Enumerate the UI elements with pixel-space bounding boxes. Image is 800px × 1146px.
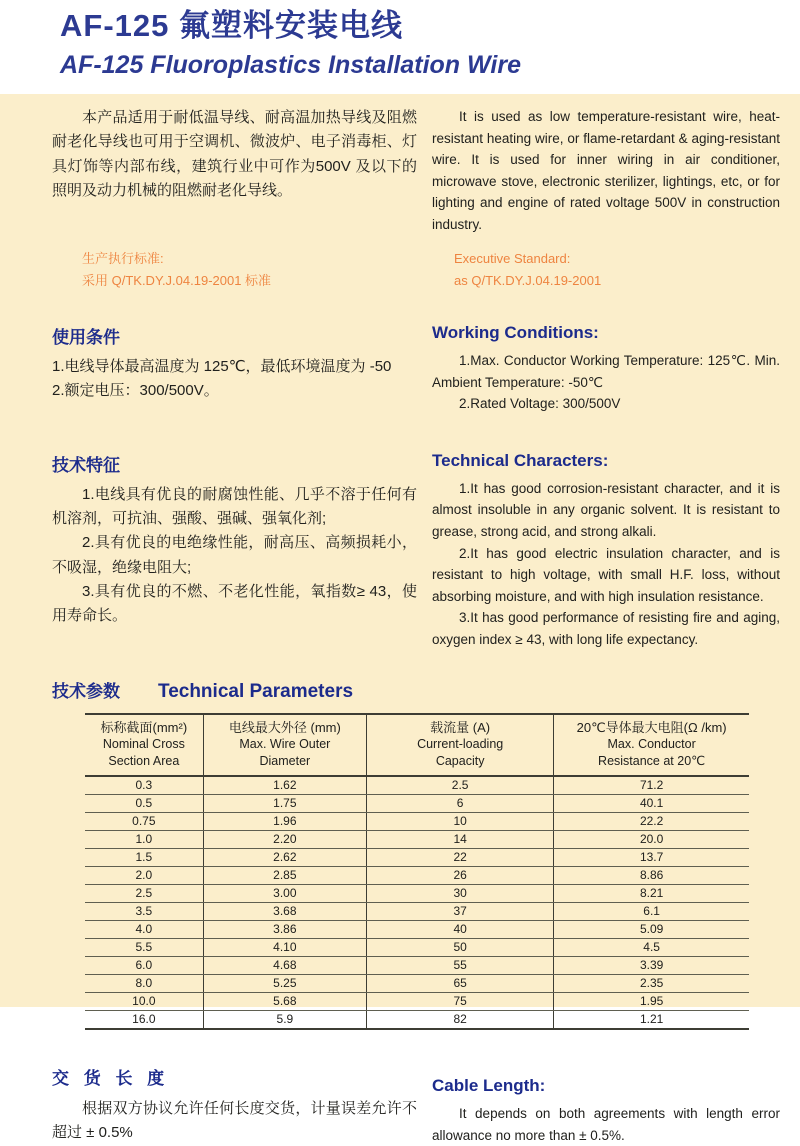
table-row (85, 848, 749, 866)
technical-characters-en (432, 451, 780, 651)
table-cell: 20.0 (554, 830, 749, 848)
cable-length-zh (52, 1064, 417, 1146)
table-cell: 14 (367, 830, 554, 848)
working-conditions-heading-en: Working Conditions: (432, 323, 599, 343)
cable-length-text-zh: 根据双方协议允许任何长度交货，计量误差允许不超过 ± 0.5% (52, 1099, 417, 1142)
technical-characters-heading-zh: 技术特征 (52, 455, 120, 475)
table-row (85, 902, 749, 920)
table-cell: 16.0 (85, 1010, 203, 1029)
col-header-zh: 标称截面(mm²) (100, 719, 188, 735)
table-cell: 37 (367, 902, 554, 920)
table-cell: 10.0 (85, 992, 203, 1010)
technical-characters-item: 1.It has good corrosion-resistant character, and it is almost insoluble in any organic solvent. It is resistant to grease, strong acid, and strong alkali. (432, 480, 780, 540)
parameters-table-body (85, 776, 749, 1029)
cable-length-text-en: It depends on both agreements with length error allowance no more than ± 0.5%. (432, 1105, 780, 1143)
parameters-heading-zh: 技术参数 (52, 681, 120, 701)
document-body (0, 94, 800, 1146)
table-cell: 6 (367, 794, 554, 812)
cable-length-heading-en: Cable Length: (432, 1075, 546, 1095)
standard-en (454, 248, 780, 294)
table-cell: 2.85 (203, 866, 366, 884)
col-header-en: Section Area (108, 753, 180, 768)
col-header-en: Diameter (259, 753, 311, 768)
parameters-table-head (85, 714, 749, 776)
table-cell: 2.0 (85, 866, 203, 884)
col-header-en: Max. Conductor (607, 737, 696, 752)
technical-characters-section (52, 451, 780, 651)
page-title-en: AF-125 Fluoroplastics Installation Wire (60, 50, 521, 79)
table-cell: 1.96 (203, 812, 366, 830)
table-cell: 65 (367, 974, 554, 992)
table-row (85, 794, 749, 812)
table-row (85, 812, 749, 830)
technical-characters-item: 2.It has good electric insulation character, and is resistant to high voltage, with small H.F. loss, without absorbing moisture, and with high insulation resistance. (432, 545, 780, 604)
col-header-current-loading-capacity (367, 714, 554, 776)
table-cell: 22 (367, 848, 554, 866)
technical-characters-item: 3.It has good performance of resisting fire and aging, oxygen index ≥ 43, with long life expectancy. (432, 610, 780, 647)
intro-paragraph-zh: 本产品适用于耐低温导线、耐高温加热导线及阻燃耐老化导线也可用于空调机、微波炉、电子消毒柜、灯具灯饰等内部布线，建筑行业中可作为500V 及以下的照明及动力机械的阻燃耐老化导线。 (52, 109, 417, 199)
working-conditions-item: 1.Max. Conductor Working Temperature: 125℃. Min. Ambient Temperature: -50℃ (432, 353, 780, 390)
table-cell: 1.75 (203, 794, 366, 812)
technical-characters-heading-en: Technical Characters: (432, 450, 609, 470)
standard-label-zh: 生产执行标准: (82, 250, 164, 266)
table-cell: 5.25 (203, 974, 366, 992)
table-cell: 55 (367, 956, 554, 974)
table-cell: 2.5 (85, 884, 203, 902)
table-cell: 5.9 (203, 1010, 366, 1029)
standard-label-en: Executive Standard: (454, 250, 571, 266)
intro-paragraph-en: It is used as low temperature-resistant wire, heat-resistant heating wire, or flame-retardant & aging-resistant wire. It is used for inner wiring in air conditioner, microwave stove, electronic sterilizer, lightings, etc, or for lighting and engine of rated voltage 500V in construction industry. (432, 109, 780, 232)
col-header-zh: 电线最大外径 (mm) (228, 719, 341, 735)
standard-zh (82, 248, 417, 294)
table-cell: 3.5 (85, 902, 203, 920)
table-cell: 3.86 (203, 920, 366, 938)
table-row (85, 938, 749, 956)
parameters-heading-en: Technical Parameters (158, 680, 354, 702)
col-header-en: Current-loading (417, 737, 504, 752)
table-cell: 10 (367, 812, 554, 830)
table-cell: 2.62 (203, 848, 366, 866)
cable-length-section (52, 1064, 780, 1146)
intro-section (52, 106, 780, 236)
table-cell: 2.35 (554, 974, 749, 992)
table-cell: 0.3 (85, 776, 203, 795)
working-conditions-item: 2.Rated Voltage: 300/500V (459, 396, 621, 412)
table-cell: 4.5 (554, 938, 749, 956)
table-cell: 8.21 (554, 884, 749, 902)
table-row (85, 992, 749, 1010)
table-row (85, 776, 749, 795)
col-header-max-conductor-resistance (554, 714, 749, 776)
parameters-heading (52, 677, 780, 703)
table-header-row (85, 714, 749, 776)
working-conditions-zh (52, 323, 417, 404)
table-cell: 50 (367, 938, 554, 956)
table-cell: 3.00 (203, 884, 366, 902)
working-conditions-section (52, 323, 780, 415)
table-cell: 2.5 (367, 776, 554, 795)
col-header-en: Resistance at 20℃ (598, 753, 706, 768)
table-cell: 8.86 (554, 866, 749, 884)
working-conditions-en (432, 323, 780, 415)
page-title-zh: AF-125 氟塑料安装电线 (60, 8, 403, 43)
working-conditions-heading-zh: 使用条件 (52, 328, 120, 348)
standard-value-en: as Q/TK.DY.J.04.19-2001 (454, 273, 602, 289)
technical-characters-item: 1.电线具有优良的耐腐蚀性能、几乎不溶于任何有机溶剂，可抗油、强酸、强碱、强氧化剂; (52, 485, 417, 528)
table-cell: 8.0 (85, 974, 203, 992)
table-cell: 40 (367, 920, 554, 938)
intro-column-zh (52, 106, 417, 203)
cable-length-heading-zh: 交 货 长 度 (52, 1068, 170, 1088)
col-header-zh: 20℃导体最大电阻(Ω /km) (576, 719, 727, 735)
technical-characters-zh (52, 451, 417, 629)
table-cell: 2.20 (203, 830, 366, 848)
technical-characters-item: 2.具有优良的电绝缘性能，耐高压、高频损耗小，不吸湿，绝缘电阻大; (52, 534, 417, 576)
table-cell: 1.0 (85, 830, 203, 848)
table-cell: 1.95 (554, 992, 749, 1010)
cable-length-en (432, 1064, 780, 1146)
table-row (85, 1010, 749, 1029)
table-cell: 40.1 (554, 794, 749, 812)
title-band (0, 0, 800, 94)
table-cell: 0.75 (85, 812, 203, 830)
table-row (85, 956, 749, 974)
table-cell: 1.21 (554, 1010, 749, 1029)
table-cell: 3.39 (554, 956, 749, 974)
table-cell: 4.10 (203, 938, 366, 956)
table-cell: 6.1 (554, 902, 749, 920)
table-cell: 82 (367, 1010, 554, 1029)
table-cell: 30 (367, 884, 554, 902)
table-cell: 1.62 (203, 776, 366, 795)
table-cell: 26 (367, 866, 554, 884)
table-row (85, 884, 749, 902)
table-cell: 71.2 (554, 776, 749, 795)
col-header-max-outer-diameter (203, 714, 366, 776)
table-cell: 4.0 (85, 920, 203, 938)
table-cell: 0.5 (85, 794, 203, 812)
table-row (85, 830, 749, 848)
table-cell: 22.2 (554, 812, 749, 830)
table-row (85, 866, 749, 884)
standard-section (52, 248, 780, 294)
technical-characters-item: 3.具有优良的不燃、不老化性能，氧指数≥ 43，使用寿命长。 (52, 583, 417, 625)
col-header-en: Max. Wire Outer (239, 737, 331, 752)
table-row (85, 974, 749, 992)
intro-column-en (432, 106, 780, 236)
working-conditions-item: 2.额定电压：300/500V。 (52, 382, 219, 400)
col-header-en: Capacity (435, 753, 485, 768)
col-header-zh: 载流量 (A) (430, 719, 491, 735)
parameters-table (85, 713, 749, 1030)
table-cell: 1.5 (85, 848, 203, 866)
table-cell: 3.68 (203, 902, 366, 920)
table-cell: 6.0 (85, 956, 203, 974)
table-cell: 5.68 (203, 992, 366, 1010)
col-header-nominal-cross-section (85, 714, 203, 776)
table-cell: 5.5 (85, 938, 203, 956)
table-cell: 4.68 (203, 956, 366, 974)
table-cell: 13.7 (554, 848, 749, 866)
table-cell: 75 (367, 992, 554, 1010)
col-header-en: Nominal Cross (102, 737, 185, 752)
table-row (85, 920, 749, 938)
standard-value-zh: 采用 Q/TK.DY.J.04.19-2001 标准 (82, 273, 272, 289)
table-cell: 5.09 (554, 920, 749, 938)
working-conditions-item: 1.电线导体最高温度为 125℃，最低环境温度为 -50 (52, 358, 392, 376)
